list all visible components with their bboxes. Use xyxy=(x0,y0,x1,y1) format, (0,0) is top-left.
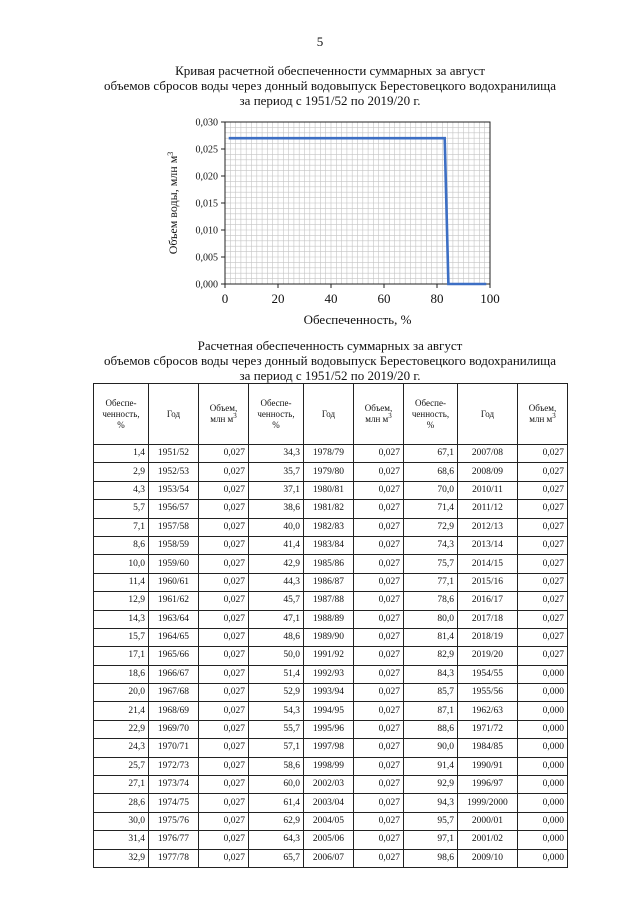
provision-cell: 95,7 xyxy=(404,812,458,830)
provision-cell: 35,7 xyxy=(249,463,304,481)
column-header-text: Год xyxy=(321,408,336,419)
year-cell: 1961/62 xyxy=(149,592,199,610)
y-tick-label: 0,015 xyxy=(195,198,218,210)
volume-cell: 0,027 xyxy=(354,702,404,720)
volume-cell: 0,027 xyxy=(199,445,249,463)
volume-cell: 0,027 xyxy=(354,536,404,554)
year-cell: 1985/86 xyxy=(304,555,354,573)
volume-cell: 0,027 xyxy=(199,739,249,757)
year-cell: 1968/69 xyxy=(149,702,199,720)
volume-cell: 0,000 xyxy=(518,776,568,794)
table-title-line: за период с 1951/52 по 2019/20 г. xyxy=(239,368,421,383)
table-row xyxy=(94,665,568,683)
year-cell: 1962/63 xyxy=(458,702,518,720)
year-cell: 1986/87 xyxy=(304,573,354,591)
year-cell: 1959/60 xyxy=(149,555,199,573)
column-header-text: Год xyxy=(166,408,181,419)
provision-cell: 20,0 xyxy=(94,684,149,702)
volume-cell: 0,027 xyxy=(518,592,568,610)
year-cell: 2016/17 xyxy=(458,592,518,610)
year-cell: 1976/77 xyxy=(149,831,199,849)
column-header-text: Обеспе- xyxy=(260,397,292,408)
volume-cell: 0,000 xyxy=(518,702,568,720)
provision-cell: 4,3 xyxy=(94,481,149,499)
year-cell: 2018/19 xyxy=(458,628,518,646)
provision-cell: 77,1 xyxy=(404,573,458,591)
unit-superscript: 3 xyxy=(233,412,237,420)
column-header xyxy=(518,384,568,445)
provision-cell: 44,3 xyxy=(249,573,304,591)
table-row xyxy=(94,500,568,518)
volume-cell: 0,027 xyxy=(199,592,249,610)
provision-cell: 72,9 xyxy=(404,518,458,536)
provision-cell: 92,9 xyxy=(404,776,458,794)
table-row xyxy=(94,794,568,812)
volume-cell: 0,027 xyxy=(518,463,568,481)
volume-cell: 0,027 xyxy=(354,812,404,830)
provision-cell: 71,4 xyxy=(404,500,458,518)
column-header-text: % xyxy=(117,419,125,430)
column-header xyxy=(249,384,304,445)
column-header-text: Объем, xyxy=(528,403,557,413)
column-header xyxy=(404,384,458,445)
provision-table xyxy=(93,383,568,868)
table-header-row xyxy=(94,384,568,445)
provision-cell: 94,3 xyxy=(404,794,458,812)
provision-cell: 25,7 xyxy=(94,757,149,775)
volume-cell: 0,027 xyxy=(199,812,249,830)
table-body xyxy=(94,445,568,868)
table-row xyxy=(94,628,568,646)
volume-cell: 0,027 xyxy=(354,573,404,591)
year-cell: 2014/15 xyxy=(458,555,518,573)
provision-cell: 5,7 xyxy=(94,500,149,518)
table-row xyxy=(94,739,568,757)
table-title-line: Расчетная обеспеченность суммарных за август xyxy=(197,338,463,353)
year-cell: 1995/96 xyxy=(304,720,354,738)
year-cell: 1981/82 xyxy=(304,500,354,518)
chart-svg xyxy=(150,112,510,327)
provision-cell: 12,9 xyxy=(94,592,149,610)
provision-cell: 55,7 xyxy=(249,720,304,738)
year-cell: 1954/55 xyxy=(458,665,518,683)
provision-cell: 18,6 xyxy=(94,665,149,683)
year-cell: 2015/16 xyxy=(458,573,518,591)
year-cell: 2009/10 xyxy=(458,849,518,867)
year-cell: 2002/03 xyxy=(304,776,354,794)
year-cell: 2010/11 xyxy=(458,481,518,499)
volume-cell: 0,000 xyxy=(518,720,568,738)
volume-cell: 0,027 xyxy=(199,702,249,720)
y-axis-label-superscript: 3 xyxy=(165,151,175,156)
column-header-text: Объем, xyxy=(364,403,393,413)
year-cell: 1952/53 xyxy=(149,463,199,481)
year-cell: 2012/13 xyxy=(458,518,518,536)
column-header-text: ченность, xyxy=(102,408,140,419)
x-tick-label: 60 xyxy=(377,291,391,306)
volume-cell: 0,027 xyxy=(354,445,404,463)
provision-cell: 40,0 xyxy=(249,518,304,536)
y-tick-label: 0,025 xyxy=(195,144,218,156)
provision-cell: 10,0 xyxy=(94,555,149,573)
x-axis-label: Обеспеченность, % xyxy=(303,312,412,327)
provision-cell: 90,0 xyxy=(404,739,458,757)
column-header-text: Обеспе- xyxy=(415,397,446,408)
table-row xyxy=(94,463,568,481)
volume-cell: 0,027 xyxy=(199,500,249,518)
provision-cell: 1,4 xyxy=(94,445,149,463)
year-cell: 1964/65 xyxy=(149,628,199,646)
page-number: 5 xyxy=(316,34,324,49)
volume-cell: 0,027 xyxy=(518,536,568,554)
volume-cell: 0,027 xyxy=(199,536,249,554)
provision-cell: 11,4 xyxy=(94,573,149,591)
volume-cell: 0,027 xyxy=(354,776,404,794)
provision-cell: 58,6 xyxy=(249,757,304,775)
table-row xyxy=(94,720,568,738)
volume-cell: 0,027 xyxy=(354,849,404,867)
volume-cell: 0,027 xyxy=(518,500,568,518)
y-tick-label: 0,005 xyxy=(195,252,218,264)
provision-cell: 81,4 xyxy=(404,628,458,646)
volume-cell: 0,027 xyxy=(518,445,568,463)
year-cell: 1958/59 xyxy=(149,536,199,554)
provision-cell: 24,3 xyxy=(94,739,149,757)
column-header xyxy=(149,384,199,445)
year-cell: 2000/01 xyxy=(458,812,518,830)
year-cell: 2004/05 xyxy=(304,812,354,830)
volume-cell: 0,027 xyxy=(518,481,568,499)
provision-cell: 52,9 xyxy=(249,684,304,702)
volume-cell: 0,000 xyxy=(518,849,568,867)
volume-cell: 0,000 xyxy=(518,831,568,849)
provision-cell: 98,6 xyxy=(404,849,458,867)
y-tick-label: 0,020 xyxy=(195,171,218,183)
provision-cell: 42,9 xyxy=(249,555,304,573)
y-axis-label: Объем воды, млн $м^3$ xyxy=(165,151,180,255)
volume-cell: 0,027 xyxy=(354,592,404,610)
volume-cell: 0,027 xyxy=(518,610,568,628)
provision-cell: 50,0 xyxy=(249,647,304,665)
provision-cell: 2,9 xyxy=(94,463,149,481)
column-header-text: млн м xyxy=(210,414,234,424)
year-cell: 2003/04 xyxy=(304,794,354,812)
year-cell: 2017/18 xyxy=(458,610,518,628)
year-cell: 1994/95 xyxy=(304,702,354,720)
year-cell: 1982/83 xyxy=(304,518,354,536)
provision-cell: 21,4 xyxy=(94,702,149,720)
y-tick-label: 0,010 xyxy=(195,225,218,237)
table-row xyxy=(94,610,568,628)
year-cell: 2006/07 xyxy=(304,849,354,867)
y-tick-label: 0,000 xyxy=(195,279,218,291)
year-cell: 1960/61 xyxy=(149,573,199,591)
year-cell: 2019/20 xyxy=(458,647,518,665)
column-header xyxy=(458,384,518,445)
year-cell: 1957/58 xyxy=(149,518,199,536)
y-tick-label: 0,030 xyxy=(195,117,218,129)
year-cell: 1996/97 xyxy=(458,776,518,794)
provision-cell: 68,6 xyxy=(404,463,458,481)
provision-cell: 27,1 xyxy=(94,776,149,794)
volume-cell: 0,027 xyxy=(354,757,404,775)
provision-curve-chart xyxy=(150,112,510,332)
table-row xyxy=(94,518,568,536)
provision-cell: 74,3 xyxy=(404,536,458,554)
year-cell: 1955/56 xyxy=(458,684,518,702)
volume-cell: 0,027 xyxy=(354,518,404,536)
year-cell: 1998/99 xyxy=(304,757,354,775)
table-title-line: объемов сбросов воды через донный водовыпуск Берестовецкого водохранилища xyxy=(104,353,556,368)
table-row xyxy=(94,592,568,610)
volume-cell: 0,027 xyxy=(354,610,404,628)
column-header-text: Год xyxy=(480,408,495,419)
column-header-text: Обеспе- xyxy=(105,397,137,408)
table-row xyxy=(94,776,568,794)
provision-cell: 62,9 xyxy=(249,812,304,830)
year-cell: 1987/88 xyxy=(304,592,354,610)
volume-cell: 0,027 xyxy=(199,757,249,775)
year-cell: 1993/94 xyxy=(304,684,354,702)
table-row xyxy=(94,812,568,830)
provision-cell: 38,6 xyxy=(249,500,304,518)
year-cell: 1970/71 xyxy=(149,739,199,757)
year-cell: 1988/89 xyxy=(304,610,354,628)
provision-cell: 75,7 xyxy=(404,555,458,573)
year-cell: 1991/92 xyxy=(304,647,354,665)
year-cell: 2005/06 xyxy=(304,831,354,849)
provision-cell: 70,0 xyxy=(404,481,458,499)
column-header xyxy=(199,384,249,445)
chart-title-line: Кривая расчетной обеспеченности суммарных за август xyxy=(175,63,485,78)
provision-cell: 97,1 xyxy=(404,831,458,849)
volume-cell: 0,027 xyxy=(354,500,404,518)
provision-cell: 14,3 xyxy=(94,610,149,628)
column-header-text: ченность, xyxy=(257,408,295,419)
volume-cell: 0,027 xyxy=(199,573,249,591)
x-tick-label: 20 xyxy=(271,291,285,306)
year-cell: 1973/74 xyxy=(149,776,199,794)
provision-cell: 28,6 xyxy=(94,794,149,812)
provision-cell: 30,0 xyxy=(94,812,149,830)
year-cell: 1975/76 xyxy=(149,812,199,830)
column-header-text: % xyxy=(272,419,280,430)
volume-cell: 0,027 xyxy=(199,610,249,628)
year-cell: 1967/68 xyxy=(149,684,199,702)
provision-cell: 17,1 xyxy=(94,647,149,665)
volume-cell: 0,027 xyxy=(199,518,249,536)
provision-cell: 67,1 xyxy=(404,445,458,463)
year-cell: 2011/12 xyxy=(458,500,518,518)
chart-title xyxy=(60,63,600,108)
provision-cell: 48,6 xyxy=(249,628,304,646)
year-cell: 1978/79 xyxy=(304,445,354,463)
provision-cell: 60,0 xyxy=(249,776,304,794)
year-cell: 1983/84 xyxy=(304,536,354,554)
volume-cell: 0,000 xyxy=(518,684,568,702)
year-cell: 1999/2000 xyxy=(458,794,518,812)
table-row xyxy=(94,573,568,591)
provision-cell: 82,9 xyxy=(404,647,458,665)
volume-cell: 0,027 xyxy=(354,463,404,481)
volume-cell: 0,027 xyxy=(199,647,249,665)
year-cell: 1984/85 xyxy=(458,739,518,757)
column-header xyxy=(354,384,404,445)
volume-cell: 0,027 xyxy=(518,628,568,646)
table-title xyxy=(60,338,600,383)
x-tick-label: 100 xyxy=(480,291,500,306)
chart-title-line: объемов сбросов воды через донный водовыпуск Берестовецкого водохранилища xyxy=(104,78,556,93)
provision-cell: 61,4 xyxy=(249,794,304,812)
provision-cell: 87,1 xyxy=(404,702,458,720)
x-tick-label: 80 xyxy=(430,291,444,306)
column-header-text: ченность, xyxy=(411,408,450,419)
provision-cell: 57,1 xyxy=(249,739,304,757)
volume-cell: 0,027 xyxy=(354,481,404,499)
volume-cell: 0,027 xyxy=(199,831,249,849)
provision-cell: 84,3 xyxy=(404,665,458,683)
column-header xyxy=(94,384,149,445)
year-cell: 1974/75 xyxy=(149,794,199,812)
table-row xyxy=(94,647,568,665)
table-row xyxy=(94,757,568,775)
year-cell: 1972/73 xyxy=(149,757,199,775)
unit-superscript: 3 xyxy=(388,412,392,420)
volume-cell: 0,027 xyxy=(199,776,249,794)
volume-cell: 0,027 xyxy=(354,628,404,646)
volume-cell: 0,000 xyxy=(518,739,568,757)
year-cell: 1989/90 xyxy=(304,628,354,646)
volume-cell: 0,027 xyxy=(199,555,249,573)
volume-cell: 0,027 xyxy=(518,555,568,573)
volume-cell: 0,027 xyxy=(354,647,404,665)
volume-cell: 0,027 xyxy=(354,665,404,683)
table-row xyxy=(94,481,568,499)
provision-cell: 80,0 xyxy=(404,610,458,628)
year-cell: 1980/81 xyxy=(304,481,354,499)
provision-cell: 91,4 xyxy=(404,757,458,775)
year-cell: 1951/52 xyxy=(149,445,199,463)
volume-cell: 0,000 xyxy=(518,812,568,830)
provision-cell: 47,1 xyxy=(249,610,304,628)
volume-cell: 0,027 xyxy=(354,831,404,849)
volume-cell: 0,000 xyxy=(518,665,568,683)
year-cell: 1990/91 xyxy=(458,757,518,775)
volume-cell: 0,027 xyxy=(199,628,249,646)
provision-cell: 31,4 xyxy=(94,831,149,849)
volume-cell: 0,027 xyxy=(199,684,249,702)
volume-cell: 0,027 xyxy=(199,794,249,812)
year-cell: 1977/78 xyxy=(149,849,199,867)
provision-cell: 41,4 xyxy=(249,536,304,554)
year-cell: 1956/57 xyxy=(149,500,199,518)
volume-cell: 0,027 xyxy=(354,739,404,757)
year-cell: 1979/80 xyxy=(304,463,354,481)
table-row xyxy=(94,702,568,720)
chart-title-line: за период с 1951/52 по 2019/20 г. xyxy=(239,93,421,108)
year-cell: 2008/09 xyxy=(458,463,518,481)
volume-cell: 0,027 xyxy=(354,794,404,812)
year-cell: 1969/70 xyxy=(149,720,199,738)
table-row xyxy=(94,555,568,573)
volume-cell: 0,027 xyxy=(199,481,249,499)
year-cell: 2013/14 xyxy=(458,536,518,554)
provision-cell: 64,3 xyxy=(249,831,304,849)
year-cell: 2001/02 xyxy=(458,831,518,849)
table-row xyxy=(94,831,568,849)
year-cell: 1953/54 xyxy=(149,481,199,499)
x-tick-label: 0 xyxy=(221,291,229,306)
column-header xyxy=(304,384,354,445)
table-row xyxy=(94,849,568,867)
year-cell: 1997/98 xyxy=(304,739,354,757)
volume-cell: 0,027 xyxy=(518,647,568,665)
year-cell: 2007/08 xyxy=(458,445,518,463)
volume-cell: 0,000 xyxy=(518,757,568,775)
provision-cell: 34,3 xyxy=(249,445,304,463)
volume-cell: 0,027 xyxy=(199,720,249,738)
provision-cell: 8,6 xyxy=(94,536,149,554)
year-cell: 1966/67 xyxy=(149,665,199,683)
provision-cell: 22,9 xyxy=(94,720,149,738)
year-cell: 1992/93 xyxy=(304,665,354,683)
column-header-text: Объем, xyxy=(209,403,238,413)
provision-cell: 37,1 xyxy=(249,481,304,499)
volume-cell: 0,027 xyxy=(199,463,249,481)
column-header-text: % xyxy=(426,419,435,430)
unit-superscript: 3 xyxy=(552,412,556,420)
table-row xyxy=(94,445,568,463)
volume-cell: 0,027 xyxy=(518,518,568,536)
column-header-text: млн м xyxy=(365,414,389,424)
provision-cell: 51,4 xyxy=(249,665,304,683)
x-tick-label: 40 xyxy=(324,291,338,306)
volume-cell: 0,027 xyxy=(518,573,568,591)
provision-cell: 45,7 xyxy=(249,592,304,610)
provision-cell: 85,7 xyxy=(404,684,458,702)
table-row xyxy=(94,536,568,554)
provision-cell: 15,7 xyxy=(94,628,149,646)
provision-cell: 65,7 xyxy=(249,849,304,867)
year-cell: 1971/72 xyxy=(458,720,518,738)
year-cell: 1965/66 xyxy=(149,647,199,665)
volume-cell: 0,027 xyxy=(354,720,404,738)
volume-cell: 0,027 xyxy=(354,684,404,702)
provision-cell: 88,6 xyxy=(404,720,458,738)
volume-cell: 0,027 xyxy=(354,555,404,573)
volume-cell: 0,027 xyxy=(199,849,249,867)
volume-cell: 0,000 xyxy=(518,794,568,812)
year-cell: 1963/64 xyxy=(149,610,199,628)
provision-cell: 78,6 xyxy=(404,592,458,610)
provision-cell: 54,3 xyxy=(249,702,304,720)
column-header-text: млн м xyxy=(529,414,553,424)
volume-cell: 0,027 xyxy=(199,665,249,683)
table-row xyxy=(94,684,568,702)
provision-cell: 7,1 xyxy=(94,518,149,536)
provision-cell: 32,9 xyxy=(94,849,149,867)
